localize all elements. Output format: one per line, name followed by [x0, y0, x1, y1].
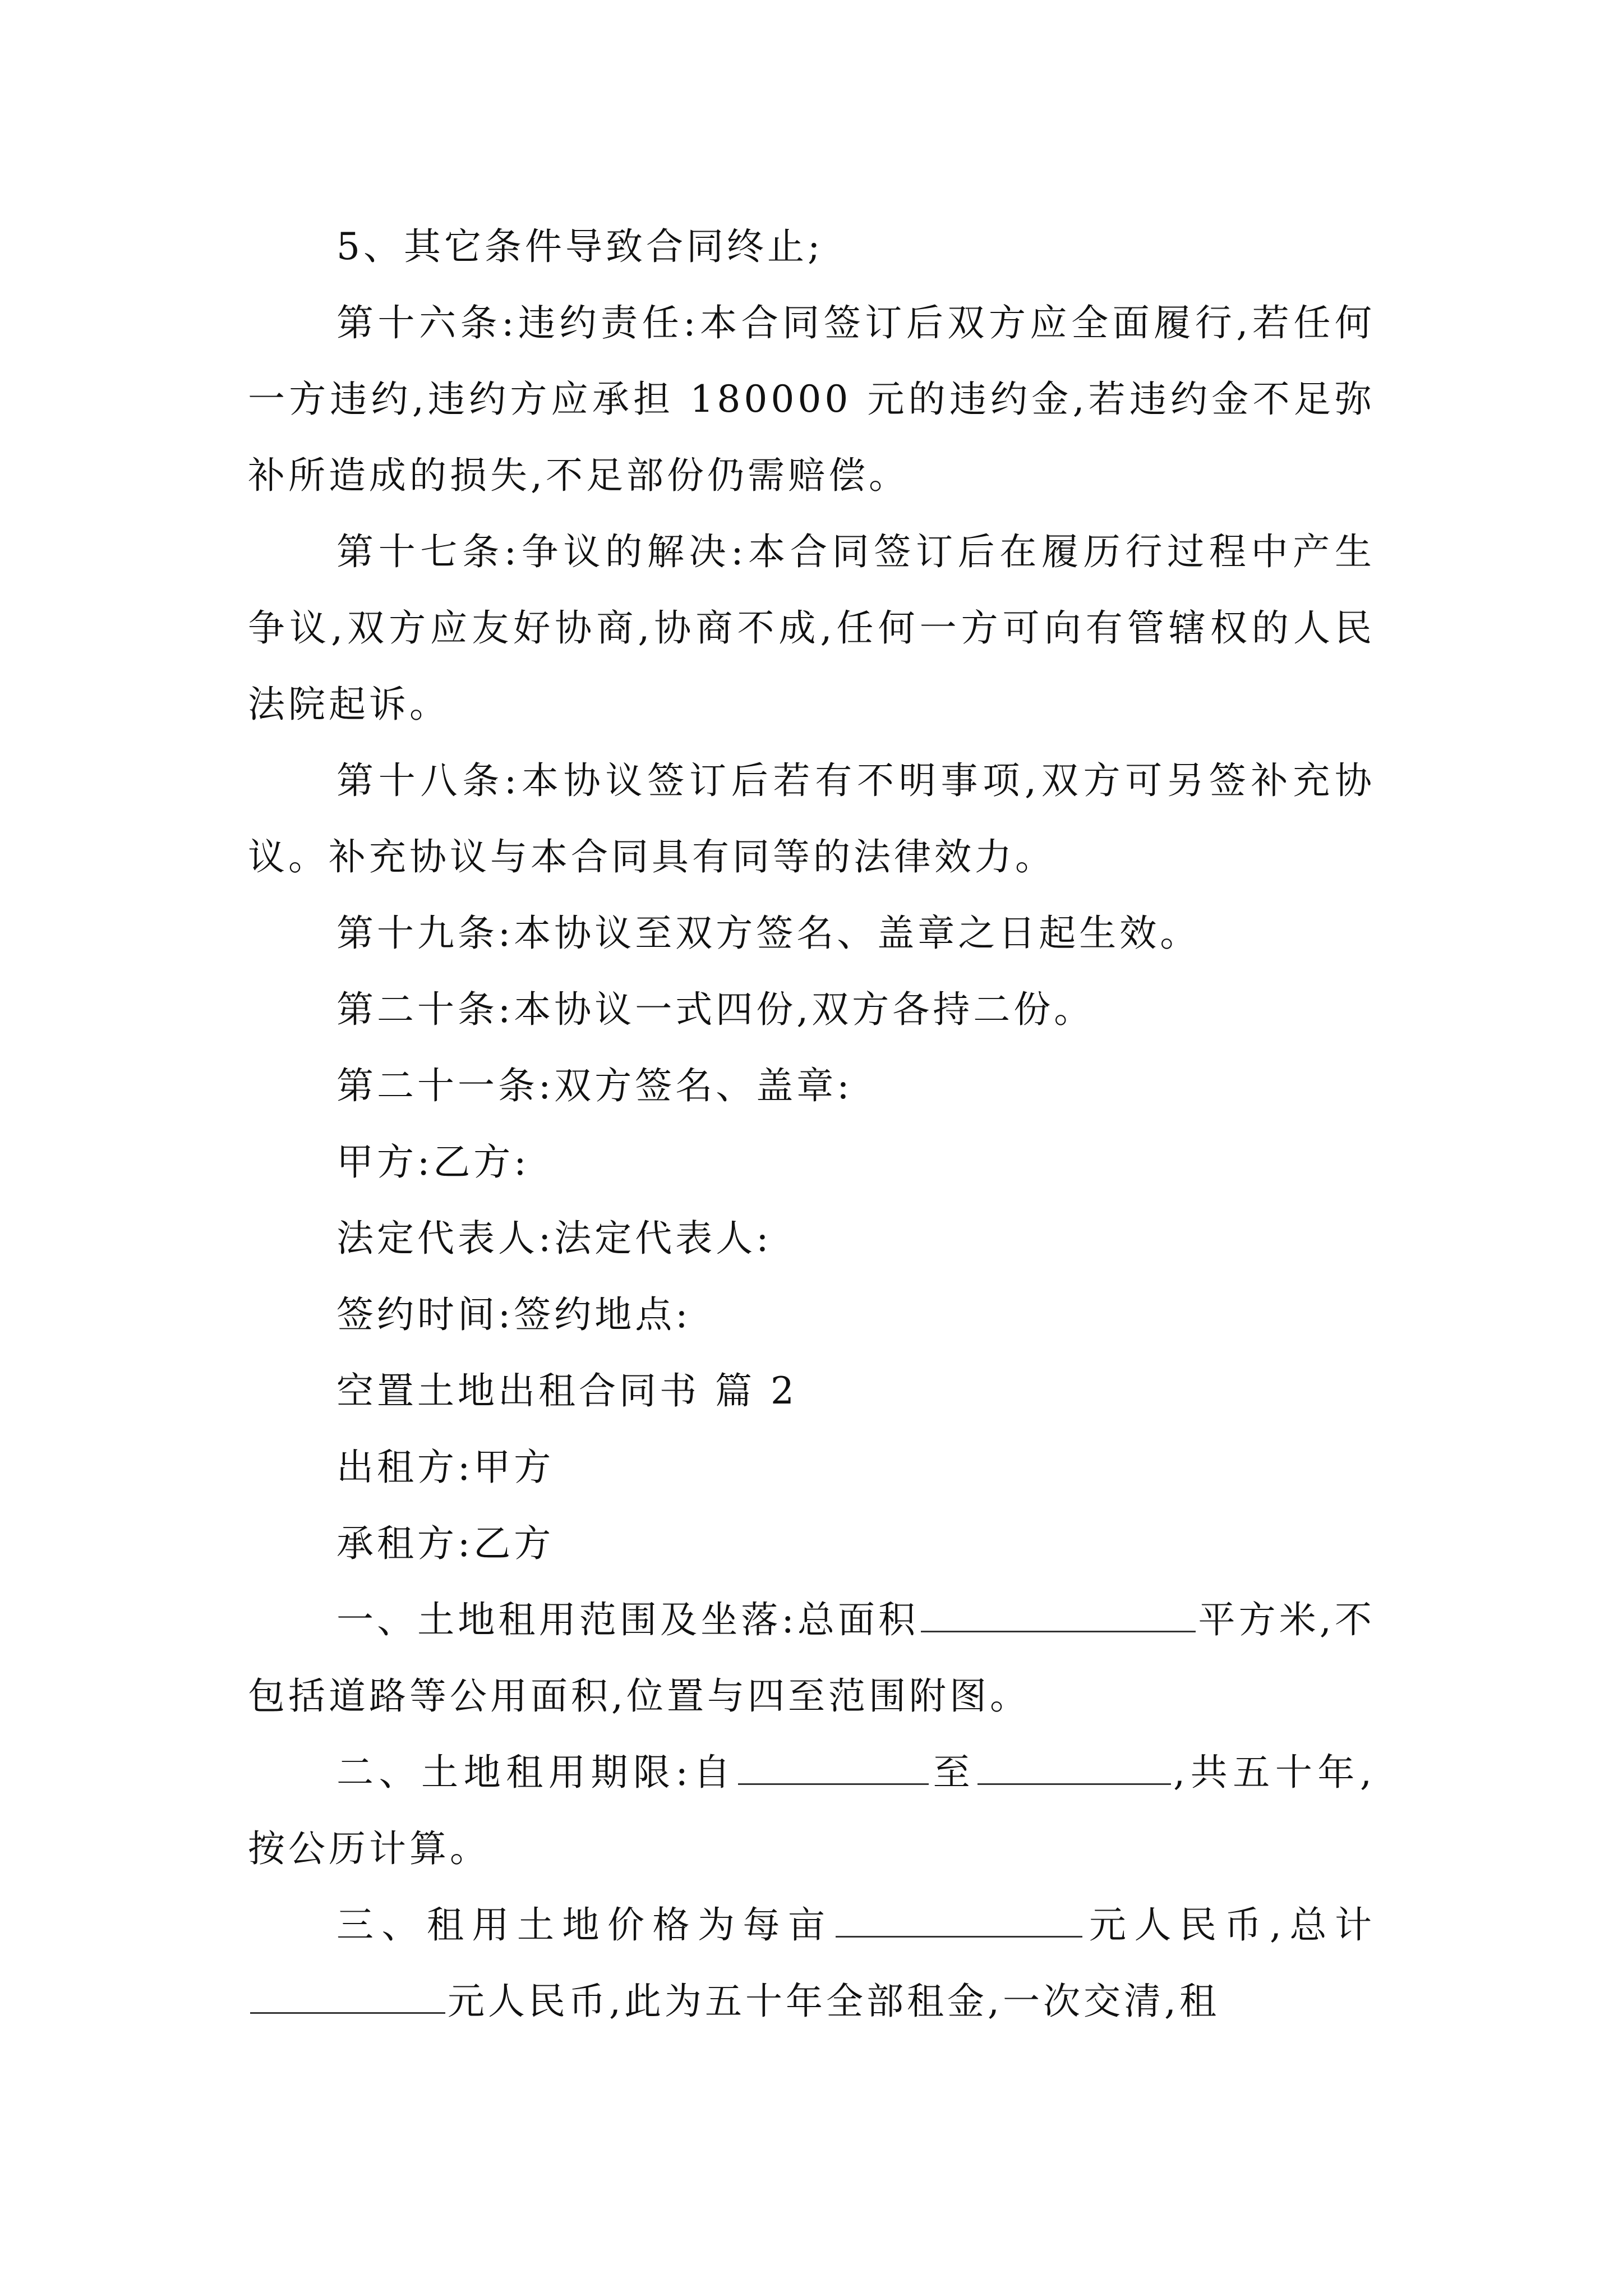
blank-field [250, 1982, 445, 2014]
section-heading: 空置土地出租合同书 篇 2 [336, 1369, 797, 1412]
clause-land-area [248, 1582, 1375, 1734]
blank-field [921, 1600, 1196, 1632]
paragraph: 5、其它条件导致合同终止; [336, 225, 824, 268]
document-body [248, 209, 1375, 2040]
clause-text: 元人民币,此为五十年全部租金,一次交清,租 [448, 1980, 1220, 2023]
clause-text: 二、土地租用期限:自 [336, 1751, 736, 1794]
blank-field [836, 1906, 1082, 1938]
clause-lease-term [248, 1734, 1375, 1887]
blank-field [738, 1753, 929, 1785]
clause-text: ,共五十年,按公历计算。 [248, 1751, 1375, 1870]
paragraph: 第十六条:违约责任:本合同签订后双方应全面履行,若任何一方违约,违约方应承担 180000 元的违约金,若违约金不足弥补所造成的损失,不足部份仍需赔偿。 [248, 301, 1375, 497]
paragraph: 甲方:乙方: [336, 1140, 530, 1184]
paragraph: 第二十条:本协议一式四份,双方各持二份。 [336, 988, 1095, 1031]
clause-text: 元人民币,总计 [1084, 1903, 1376, 1947]
clause-land-price [248, 1887, 1375, 2040]
paragraph: 签约时间:签约地点: [336, 1293, 691, 1336]
paragraph: 第十九条:本协议至双方签名、盖章之日起生效。 [336, 912, 1201, 955]
clause-text: 三、租用土地价格为每亩 [336, 1903, 833, 1947]
clause-text: 平方米,不包括道路等公用面积,位置与四至范围附图。 [248, 1598, 1375, 1718]
paragraph: 第十八条:本协议签订后若有不明事项,双方可另签补充协议。补充协议与本合同具有同等的法律效力。 [248, 759, 1375, 878]
paragraph: 第十七条:争议的解决:本合同签订后在履历行过程中产生争议,双方应友好协商,协商不成,任何一方可向有管辖权的人民法院起诉。 [248, 530, 1375, 726]
paragraph: 法定代表人:法定代表人: [336, 1217, 772, 1260]
blank-field [978, 1753, 1171, 1785]
clause-text: 一、土地租用范围及坐落:总面积 [336, 1598, 919, 1641]
paragraph: 承租方:乙方 [336, 1522, 555, 1565]
clause-text: 至 [931, 1751, 976, 1794]
paragraph: 出租方:甲方 [336, 1446, 555, 1489]
paragraph: 第二十一条:双方签名、盖章: [336, 1064, 853, 1107]
